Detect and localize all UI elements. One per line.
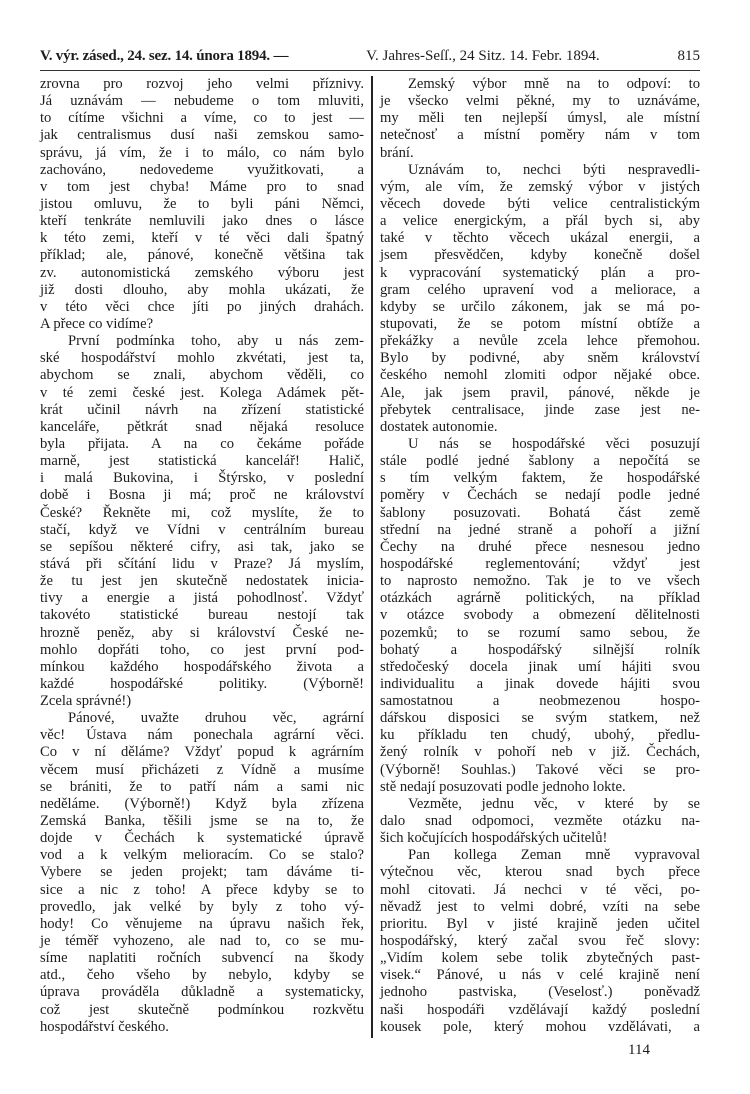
text-line: „Vidím kolem sebe tolik zbytečných past- <box>380 950 700 967</box>
left-column <box>40 76 364 1036</box>
text-line: poměry v Čechách se nedají podle jedné <box>380 487 700 504</box>
text-line: hospodářství českého. <box>40 1018 169 1035</box>
text-line: hospodářský, který začal svou řeč slovy: <box>380 933 700 950</box>
text-line: také v těchto věcech ukázal energii, a <box>380 230 700 247</box>
text-line: s tím velkým faktem, že hospodářské <box>380 470 700 487</box>
text-line: Bylo by podivné, aby sněm království <box>380 350 700 367</box>
paragraph <box>380 76 700 162</box>
text-line: českého nemohl zlomiti odpor nějaké obce. <box>380 367 700 384</box>
text-line: dostatek autonomie. <box>380 418 498 435</box>
text-line: pozemků; to se rozumí samo sebou, že <box>380 624 700 641</box>
text-line: krát učinil návrh na zřízení statistické <box>40 401 364 418</box>
text-line: hrozně peněz, aby si království České ne- <box>40 624 364 641</box>
running-header <box>40 48 700 71</box>
text-line: stě nedají posuzovati podle jednoho lokte. <box>380 778 626 795</box>
signature-number: 114 <box>628 1042 650 1058</box>
text-line: samostatnou a neobmezenou hospo- <box>380 693 700 710</box>
text-line: Zcela správné!) <box>40 693 132 710</box>
text-line: věcem musí přicházeti z Vídně a musíme <box>40 761 364 778</box>
paragraph <box>380 162 700 436</box>
text-line: Pánové, uvažte druhou věc, agrární <box>68 710 364 727</box>
text-line: stává při sčítání lidu v Praze? Já myslím, <box>40 555 364 572</box>
text-line: neděláme. (Výborně!) Když byla zřízena <box>40 795 364 812</box>
text-line: ku příkladu ten chudý, ubohý, předlu- <box>380 727 700 744</box>
text-line: atd., čeho všeho by nebylo, kdyby se <box>40 967 364 984</box>
paragraph <box>380 847 700 1036</box>
text-line: době i Bosna ji má; proč ne království <box>40 487 364 504</box>
text-line: abychom se znali, abychom věděli, co <box>40 367 364 384</box>
text-line: k této zemi, kteří v té věci dali špatný <box>40 230 364 247</box>
text-line: zrovna pro rozvoj jeho velmi příznivy. <box>40 76 364 92</box>
text-line: to cítíme všichni a víme, co to jest — <box>40 110 364 127</box>
text-line: mohl citovati. Já nechci v té věci, po- <box>380 881 700 898</box>
text-line: již dosti dlouho, aby mohla ukázati, že <box>40 281 364 298</box>
text-line: věcech dovede býti velice centralistickým <box>380 195 700 212</box>
text-line: kteří tenkráte nemluvili jako dnes o lásce <box>40 213 364 230</box>
text-line: vod a k velkým melioracím. Co se stalo? <box>40 847 364 864</box>
text-line: České? Řekněte mi, což myslíte, že to <box>40 504 364 521</box>
text-line: A přece co vidíme? <box>40 315 154 332</box>
text-line: jsem přesvědčen, kdyby konečně došel <box>380 247 700 264</box>
text-line: prioritu. Byl v jisté krajině jeden učitel <box>380 915 700 932</box>
text-line: individualitu a jinak dovede hájiti svou <box>380 675 700 692</box>
text-line: naši hospodáři vzdělávají každý poslední <box>380 1001 700 1018</box>
text-line: provedlo, jak velké by byly z toho vý- <box>40 898 364 915</box>
text-line: dářskou disposici se svým statkem, než <box>380 710 700 727</box>
right-column <box>380 76 700 1036</box>
text-line: zachováno, nedovedeme využitkovati, a <box>40 161 364 178</box>
text-line: kanceláře, pětkrát snad nějaká resoluce <box>40 418 364 435</box>
text-line: První podmínka toho, aby u nás zem- <box>68 333 364 350</box>
text-line: věc! Ústava nám ponechala agrární věci. <box>40 727 364 744</box>
text-line: v té zemi české jest. Kolega Adámek pět- <box>40 384 364 401</box>
text-line: přebytek centralisace, jinde zase jest ne- <box>380 401 700 418</box>
text-line: že tu jest jen skutečně nedostatek inicia- <box>40 573 364 590</box>
paragraph <box>40 710 364 1036</box>
text-line: žený rolník v pohoří neb v již. Čechách, <box>380 744 700 761</box>
text-line: příklad; ale, pánové, konečně většina tak <box>40 247 364 264</box>
text-line: Ale, jak jsem pravil, pánové, někde je <box>380 384 700 401</box>
text-line: (Výborně! Souhlas.) Takové věci se pro- <box>380 761 700 778</box>
text-line: se sepíšou některé cifry, asi tak, jako se <box>40 538 364 555</box>
text-line: a velice energickým, a přál bych si, aby <box>380 213 700 230</box>
text-line: jak centralismus dusí naši zemskou samo- <box>40 127 364 144</box>
text-line: kdyby se určilo zákonem, jak se má po- <box>380 298 700 315</box>
text-line: bohatý a hospodářský silnější rolník <box>380 641 700 658</box>
text-line: byla přijata. A na co čekáme pořáde <box>40 435 364 452</box>
text-line: my měli ten nejlepší úmysl, ale místní <box>380 110 700 127</box>
text-line: výtečnou věc, kterou snad bych přece <box>380 864 700 881</box>
text-line: mohlo dopřáti toho, co jest první pod- <box>40 641 364 658</box>
text-line: visek.“ Pánové, u nás v celé krajině není <box>380 967 700 984</box>
text-line: to naprosto nemožno. Tak je to ve všech <box>380 573 700 590</box>
text-line: je všecko velmi pěkné, my to uznáváme, <box>380 93 700 110</box>
text-line: Co v ní děláme? Vždyť popud k agrárním <box>40 744 364 761</box>
text-line: i malá Bukovina, i Štýrsko, v poslední <box>40 470 364 487</box>
text-line: brání. <box>380 144 414 161</box>
text-line: netečnosť a místní poměry nám v tom <box>380 127 700 144</box>
text-line: síme naplatiti ročních subvencí na škody <box>40 950 364 967</box>
text-line: stupovati, že se potom místní obtíže a <box>380 315 700 332</box>
text-line: takovéto statistické bureau nestojí tak <box>40 607 364 624</box>
text-line: něvadž jest to velmi dobré, vzíti na sebe <box>380 898 700 915</box>
text-line: Uznávám to, nechci býti nespravedli- <box>408 161 700 178</box>
text-line: v tom jest chyba! Máme pro to snad <box>40 178 364 195</box>
text-line: U nás se hospodářské věci posuzují <box>408 435 700 452</box>
text-line: úprava prováděla důkladně a systematicky, <box>40 984 364 1001</box>
text-line: Čechy na druhé přece nesnesou jedno <box>380 538 700 555</box>
text-line: je téměř vyhozeno, ale nad to, co se mu- <box>40 933 364 950</box>
text-line: dalo snad odpomoci, vezměte otázku na- <box>380 813 700 830</box>
text-line: Vezměte, jednu věc, v které by se <box>408 795 700 812</box>
text-line: hody! Co věnujeme na úpravu našich řek, <box>40 915 364 932</box>
text-line: správu, já vím, že i to málo, co nám bylo <box>40 144 364 161</box>
text-line: se brániti, že to patří nám a sami nic <box>40 778 364 795</box>
paragraph <box>40 76 364 333</box>
page-number: 815 <box>677 48 700 64</box>
text-line: stále podlé jedné šablony a nepočítá se <box>380 453 700 470</box>
text-line: Já uznávám — nebudeme o tom mluviti, <box>40 93 364 110</box>
text-line: sice a nic z toho! A přece kdyby se to <box>40 881 364 898</box>
paragraph <box>40 333 364 710</box>
text-line: šablony posuzovati. Bohatá část země <box>380 504 700 521</box>
text-line: ské hospodářství mohlo zkvétati, jest ta, <box>40 350 364 367</box>
text-line: Zemská Banka, těšili jsme se na to, že <box>40 813 364 830</box>
text-line: v otázce svobody a obmezení dělitelnosti <box>380 607 700 624</box>
paragraph <box>380 436 700 796</box>
text-line: Zemský výbor mně na to odpoví: to <box>408 76 700 92</box>
text-line: tivy a energie a jistá pohodlnosť. Vždyť <box>40 590 364 607</box>
text-line: k vypracování systematický plán a pro- <box>380 264 700 281</box>
text-line: kousek pole, který mohou vzdělávati, a <box>380 1018 700 1035</box>
header-german: V. Jahres-Seſſ., 24 Sitz. 14. Febr. 1894. <box>366 48 600 64</box>
header-czech: V. výr. zásed., 24. sez. 14. února 1894. — <box>40 48 289 64</box>
paragraph <box>380 796 700 847</box>
text-line: jistou omluvu, že to byli páni Němci, <box>40 195 364 212</box>
text-line: šich kočujících hospodářských učitelů! <box>380 830 608 847</box>
text-line: stačí, když ve Vídni v centrálním bureau <box>40 521 364 538</box>
text-line: marně, jest statistická kancelář! Halič, <box>40 453 364 470</box>
text-line: v této věci chce jíti po jiných drahách. <box>40 298 364 315</box>
text-line: dojde v Čechách k systematické úpravě <box>40 830 364 847</box>
text-line: mínkou každého hospodářského života a <box>40 658 364 675</box>
text-line: což jest skutečně podmínkou rozkvětu <box>40 1001 364 1018</box>
column-divider <box>371 76 373 1038</box>
text-line: otázkách agrárně politických, na příklad <box>380 590 700 607</box>
text-line: Vybere se jeden projekt; tam dáváme ti- <box>40 864 364 881</box>
text-line: každé hospodářské politiky. (Výborně! <box>40 675 364 692</box>
text-line: jednoho pastviska, (Veselosť.) poněvadž <box>380 984 700 1001</box>
text-line: střední na jedné straně a pohoří a jižní <box>380 521 700 538</box>
text-line: vým, ale vím, že zemský výbor v jistých <box>380 178 700 195</box>
text-line: Pan kollega Zeman mně vypravoval <box>408 847 700 864</box>
text-line: středočeský docela jinak umí hájiti svou <box>380 658 700 675</box>
text-line: překážky a nevůle zcela lehce přemohou. <box>380 333 700 350</box>
text-line: zv. autonomistická zemského výboru jest <box>40 264 364 281</box>
text-line: gram celého upravení vod a meliorace, a <box>380 281 700 298</box>
text-line: hospodářské reglementování; vždyť jest <box>380 555 700 572</box>
